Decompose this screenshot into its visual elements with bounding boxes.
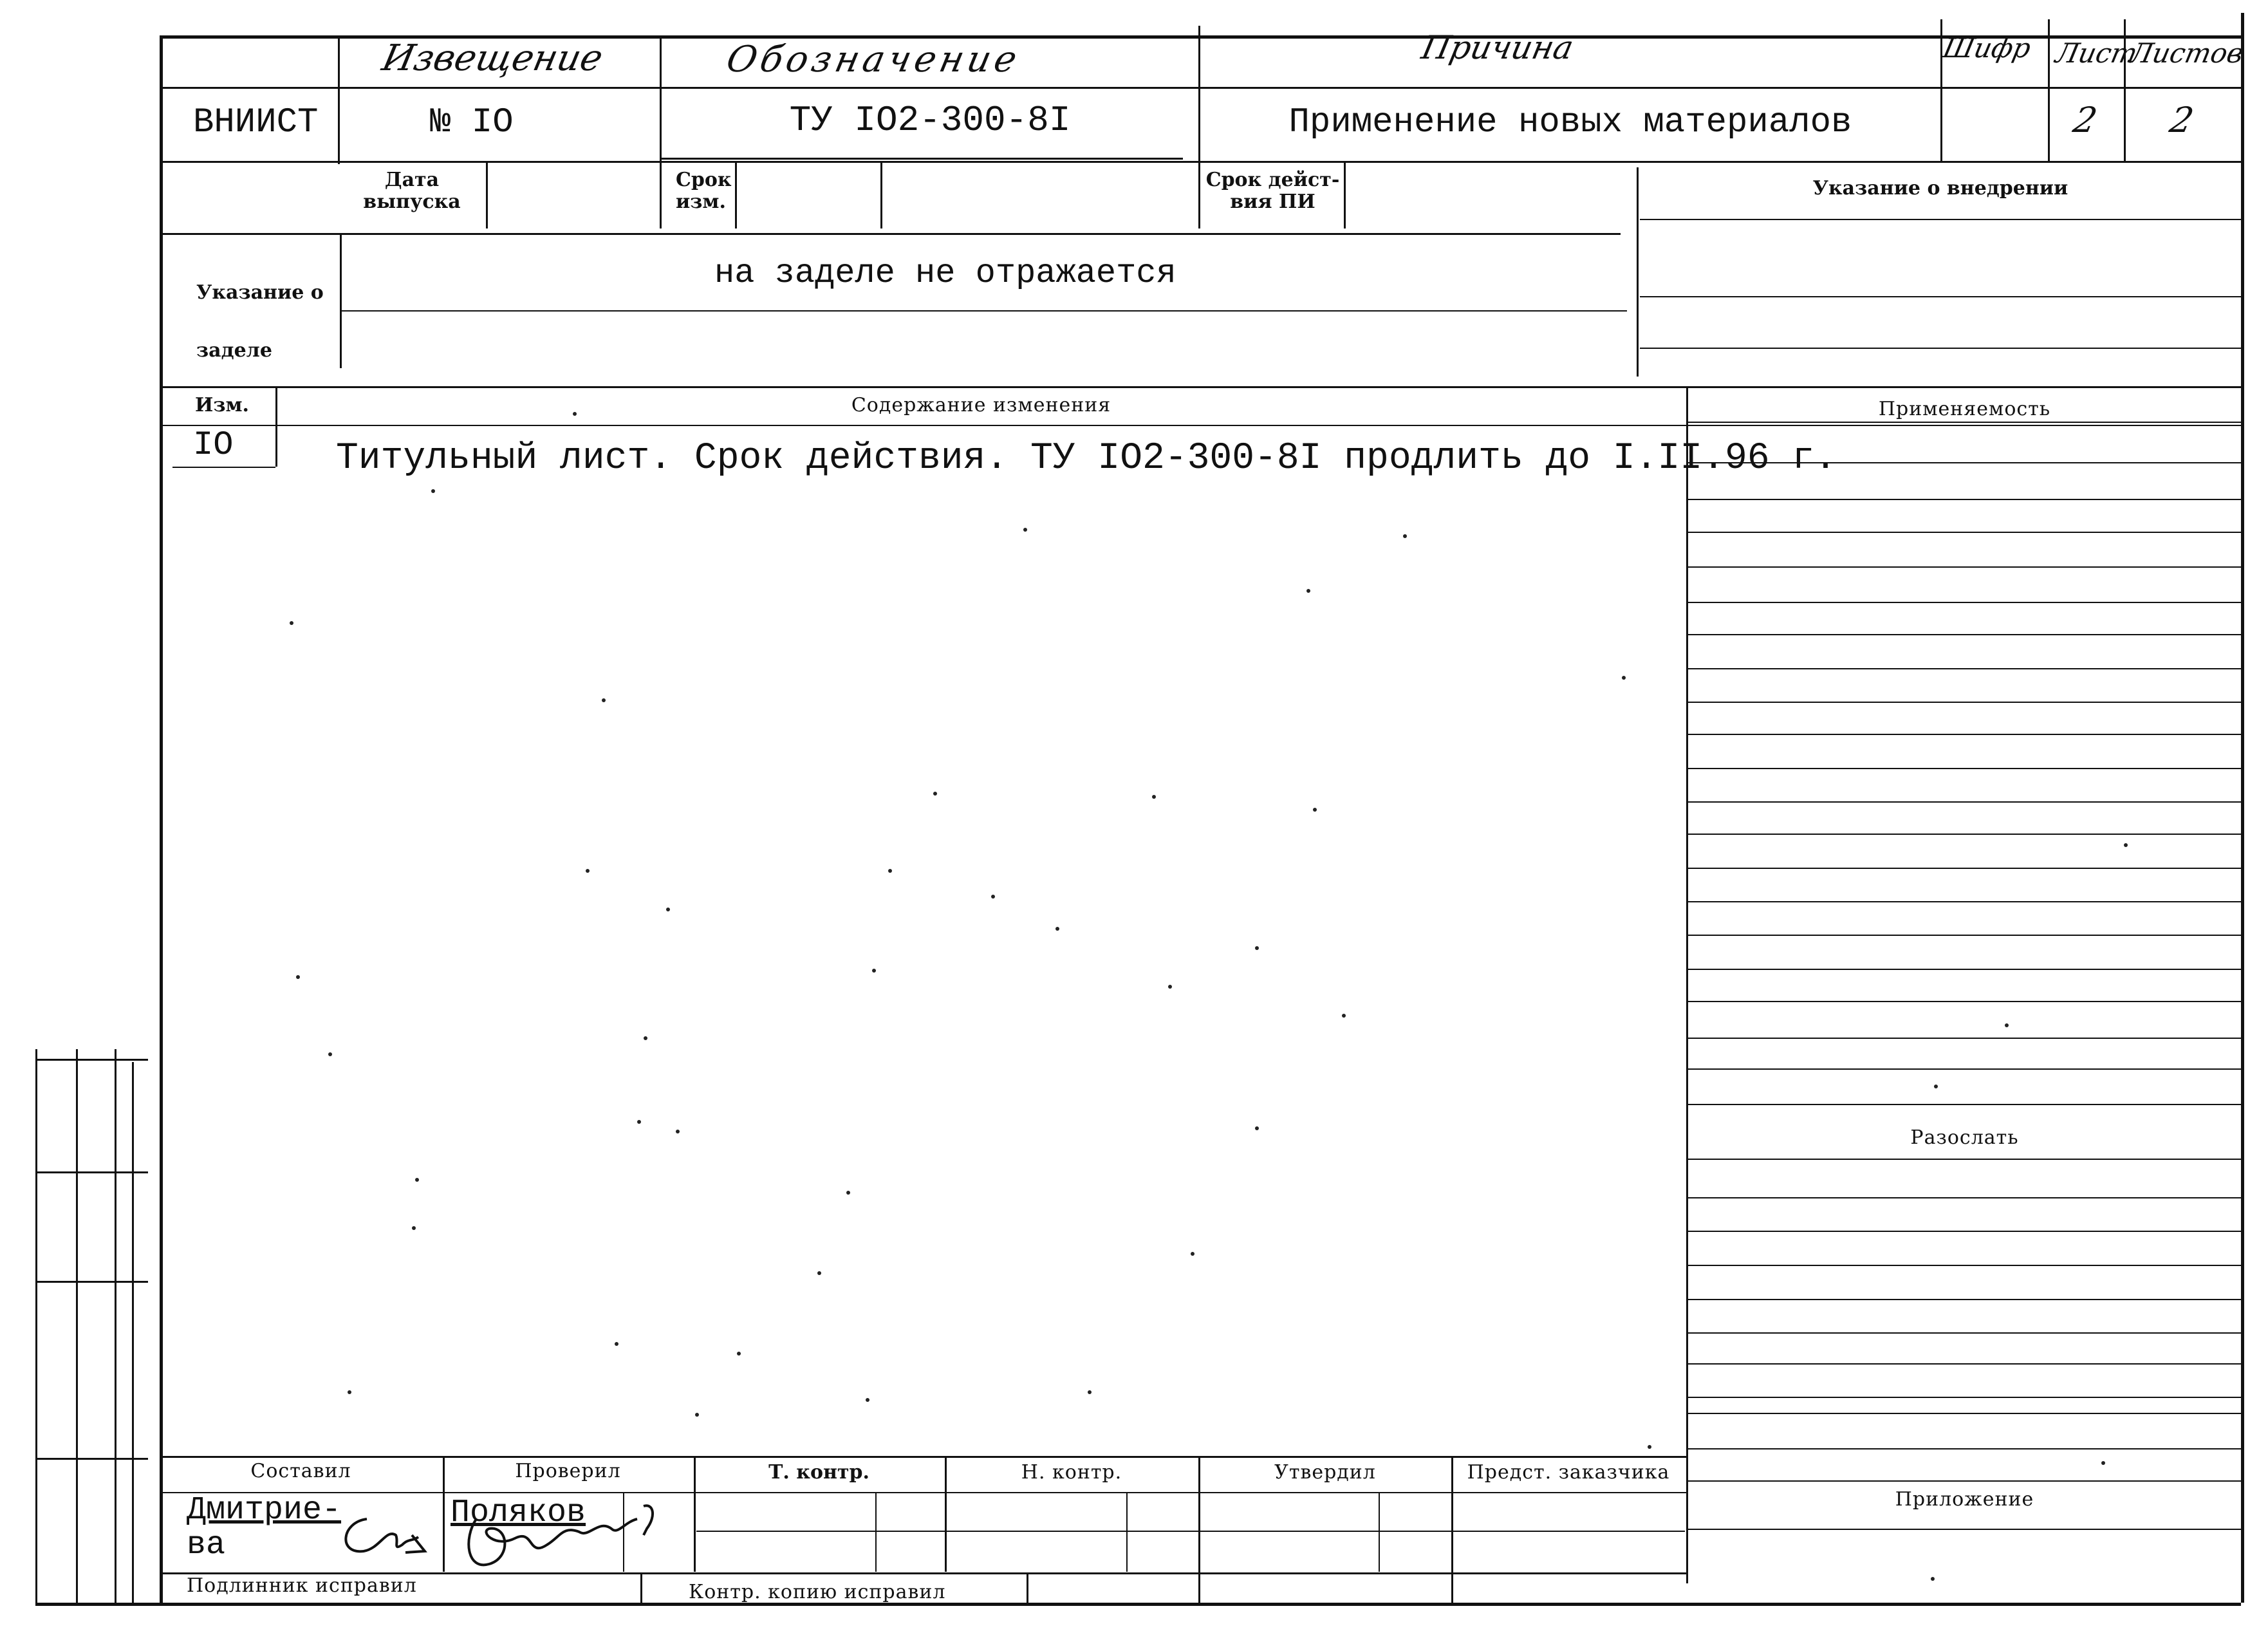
designation-label: Обозначение <box>723 39 1025 80</box>
scan-speck <box>866 1398 869 1402</box>
applicability-rule-line <box>1687 1332 2241 1334</box>
scan-speck <box>431 489 435 493</box>
scan-speck <box>2124 843 2128 847</box>
margin-strip-line-2 <box>76 1049 78 1603</box>
applicability-rule-line <box>1687 734 2241 735</box>
implementation-label: Указание о внедрении <box>1812 177 2068 200</box>
frame-right <box>2241 13 2244 1603</box>
applicability-rule-line <box>1687 1397 2241 1398</box>
scan-speck <box>602 698 606 702</box>
distribute-label: Разослать <box>1910 1126 2019 1149</box>
applicability-rule-line <box>1687 1265 2241 1266</box>
appendix-label: Приложение <box>1895 1488 2034 1511</box>
hdr-div-4 <box>1940 19 1942 161</box>
scan-speck <box>676 1130 680 1133</box>
scan-speck <box>872 969 876 973</box>
scan-speck <box>2005 1023 2009 1027</box>
sheets-value: 2 <box>2166 100 2197 140</box>
backlog-line-1 <box>340 310 1627 312</box>
content-hdr-line <box>161 425 2241 426</box>
hdr-div-2 <box>660 35 662 228</box>
scan-speck <box>1931 1577 1935 1581</box>
change-col-label: Изм. <box>195 394 249 416</box>
applicability-rule-line <box>1687 969 2241 970</box>
checked-signature <box>451 1500 676 1583</box>
change-term-text: Срок изм. <box>676 169 732 213</box>
margin-strip-line-1 <box>35 1049 37 1603</box>
scan-speck <box>991 895 995 899</box>
reason-label: Причина <box>1418 29 1577 66</box>
margin-strip-h-1 <box>35 1059 148 1061</box>
change-number: IO <box>193 426 234 464</box>
notice-label: Извещение <box>378 37 607 79</box>
scan-speck <box>1055 927 1059 931</box>
row2-div-term <box>735 161 737 228</box>
scan-speck <box>1934 1085 1938 1088</box>
scan-speck <box>933 792 937 796</box>
scan-speck <box>817 1271 821 1275</box>
applicability-rule-line <box>1687 1529 2241 1530</box>
approved-label: Утвердил <box>1274 1461 1376 1484</box>
row2-div-impl <box>1637 167 1639 377</box>
applicability-rule-line <box>1687 422 2241 423</box>
scan-speck <box>1622 676 1626 680</box>
row1-underline-1 <box>662 158 1183 160</box>
tech-control-label: Т. контр. <box>768 1461 869 1484</box>
row2-div-term2 <box>880 161 882 228</box>
scan-speck <box>888 869 892 873</box>
scan-speck <box>1168 985 1172 989</box>
original-fixed-label: Подлинник исправил <box>187 1574 417 1597</box>
applicability-rule-line <box>1687 1104 2241 1105</box>
applicability-rule-line <box>1687 1001 2241 1002</box>
backlog-bottom <box>160 386 2241 388</box>
scan-speck <box>1023 528 1027 532</box>
customer-rep-label: Предст. заказчика <box>1467 1461 1670 1484</box>
applicability-rule-line <box>1687 901 2241 902</box>
applicability-rule-line <box>1687 1159 2241 1160</box>
hdr-div-3 <box>1198 26 1200 228</box>
applicability-rule-line <box>1687 668 2241 669</box>
applicability-rule-line <box>1687 602 2241 603</box>
scan-speck <box>1403 534 1407 538</box>
organization: ВНИИСТ <box>193 103 319 142</box>
scan-speck <box>666 908 670 911</box>
applicability-rule-line <box>1687 834 2241 835</box>
cipher-label: Шифр <box>1940 32 2034 64</box>
checked-name: Поляков <box>451 1495 586 1531</box>
margin-strip-h-3 <box>35 1281 148 1283</box>
applicability-rule-line <box>1687 1480 2241 1482</box>
bottom-div-b <box>1027 1572 1028 1603</box>
hdr-div-1 <box>338 35 340 164</box>
change-number-underline <box>172 467 275 468</box>
sig-sub-4 <box>1379 1492 1380 1572</box>
applicability-rule-line <box>1687 801 2241 803</box>
applicability-rule-line <box>1687 1068 2241 1070</box>
validity-label <box>1204 169 1342 213</box>
applicability-rule-line <box>1687 868 2241 869</box>
frame-left <box>160 35 163 1603</box>
applicability-rule-line <box>1687 1363 2241 1365</box>
content-text: Титульный лист. Срок действия. ТУ IO2-300-8I продлить до I.II.96 г. <box>336 438 1837 480</box>
sheets-label: Листов <box>2126 37 2247 69</box>
control-copy-fixed-label: Контр. копию исправил <box>689 1581 946 1603</box>
scan-speck <box>637 1120 641 1124</box>
scan-speck <box>846 1191 850 1195</box>
applicability-rule-line <box>1687 462 2241 463</box>
change-term-label <box>676 169 734 213</box>
scan-speck <box>1313 808 1317 812</box>
impl-line-3 <box>1640 348 2241 349</box>
sig-sub-2 <box>875 1492 877 1572</box>
compiled-name <box>187 1493 341 1563</box>
backlog-div <box>340 233 342 368</box>
issue-date-text: Дата выпуска <box>363 169 461 213</box>
backlog-label-text: Указание о заделе <box>196 281 324 362</box>
scan-speck <box>290 621 293 625</box>
scan-speck <box>1342 1014 1346 1018</box>
compiled-label: Составил <box>250 1460 351 1482</box>
margin-strip-h-4 <box>35 1458 148 1460</box>
scan-speck <box>737 1352 741 1356</box>
compiled-name-line1: Дмитрие- <box>187 1492 342 1529</box>
impl-line-1 <box>1640 219 2241 220</box>
reason-value: Применение новых материалов <box>1288 103 1852 142</box>
scan-speck <box>2101 1461 2105 1465</box>
sig-label-line <box>160 1492 1686 1493</box>
row2-bottom <box>160 233 1621 235</box>
checked-label: Проверил <box>515 1460 621 1482</box>
scan-speck <box>644 1036 647 1040</box>
notice-number: № IO <box>430 103 514 142</box>
scan-speck <box>415 1178 419 1182</box>
applicability-rule-line <box>1687 1448 2241 1449</box>
compiled-name-line2: ва <box>187 1527 226 1563</box>
scan-speck <box>615 1342 618 1346</box>
applicability-rule-line <box>1687 1299 2241 1300</box>
applicability-rule-line <box>1687 768 2241 769</box>
applicability-rule-line <box>1687 702 2241 703</box>
impl-line-2 <box>1640 296 2241 297</box>
scan-speck <box>328 1052 332 1056</box>
row2-div-date <box>486 161 488 228</box>
margin-strip-line-3 <box>115 1049 116 1603</box>
scan-speck <box>695 1413 699 1417</box>
applicability-rule-line <box>1687 1231 2241 1232</box>
scan-speck <box>348 1390 351 1394</box>
scan-speck <box>586 869 590 873</box>
margin-strip-line-4 <box>132 1062 134 1603</box>
applicability-rule-line <box>1687 499 2241 500</box>
hdr-line-2 <box>160 161 2241 163</box>
margin-strip-h-2 <box>35 1171 148 1173</box>
sheet-label: Лист <box>2052 37 2141 69</box>
scan-speck <box>1255 1126 1259 1130</box>
frame-bottom <box>35 1603 2241 1606</box>
applic-col-div <box>1686 386 1688 1583</box>
applicability-rule-line <box>1687 634 2241 635</box>
sig-mid-line <box>696 1531 1685 1532</box>
compiled-signature <box>335 1506 438 1564</box>
applicability-rule-line <box>1687 532 2241 533</box>
scan-speck <box>1306 589 1310 593</box>
content-label: Содержание изменения <box>851 394 1111 416</box>
sig-sub-3 <box>1126 1492 1128 1572</box>
applicability-rule-line <box>1687 566 2241 568</box>
scan-speck <box>1152 795 1156 799</box>
change-col-div <box>275 386 277 467</box>
sheet-value: 2 <box>2070 100 2101 140</box>
applicability-rule-line <box>1687 1197 2241 1198</box>
applicability-rule-line <box>1687 1038 2241 1039</box>
backlog-label <box>196 264 331 380</box>
applicability-rule-line <box>1687 1413 2241 1414</box>
scan-speck <box>1191 1252 1194 1256</box>
norm-control-label: Н. контр. <box>1021 1461 1122 1484</box>
validity-text: Срок дейст-вия ПИ <box>1205 169 1340 213</box>
designation-value: ТУ IO2-300-8I <box>789 100 1071 141</box>
scan-speck <box>573 412 577 416</box>
scan-speck <box>1088 1390 1092 1394</box>
scan-speck <box>412 1226 416 1230</box>
backlog-text: на заделе не отражается <box>714 254 1176 292</box>
scan-speck <box>1255 946 1259 950</box>
scan-speck <box>296 975 300 979</box>
scan-speck <box>1648 1445 1651 1449</box>
applicability-label: Применяемость <box>1878 398 2051 420</box>
hdr-line-1 <box>160 87 2241 89</box>
issue-date-label <box>348 169 476 213</box>
sig-top <box>160 1456 1686 1458</box>
applicability-rule-line <box>1687 935 2241 936</box>
row2-div-valid <box>1344 161 1346 228</box>
